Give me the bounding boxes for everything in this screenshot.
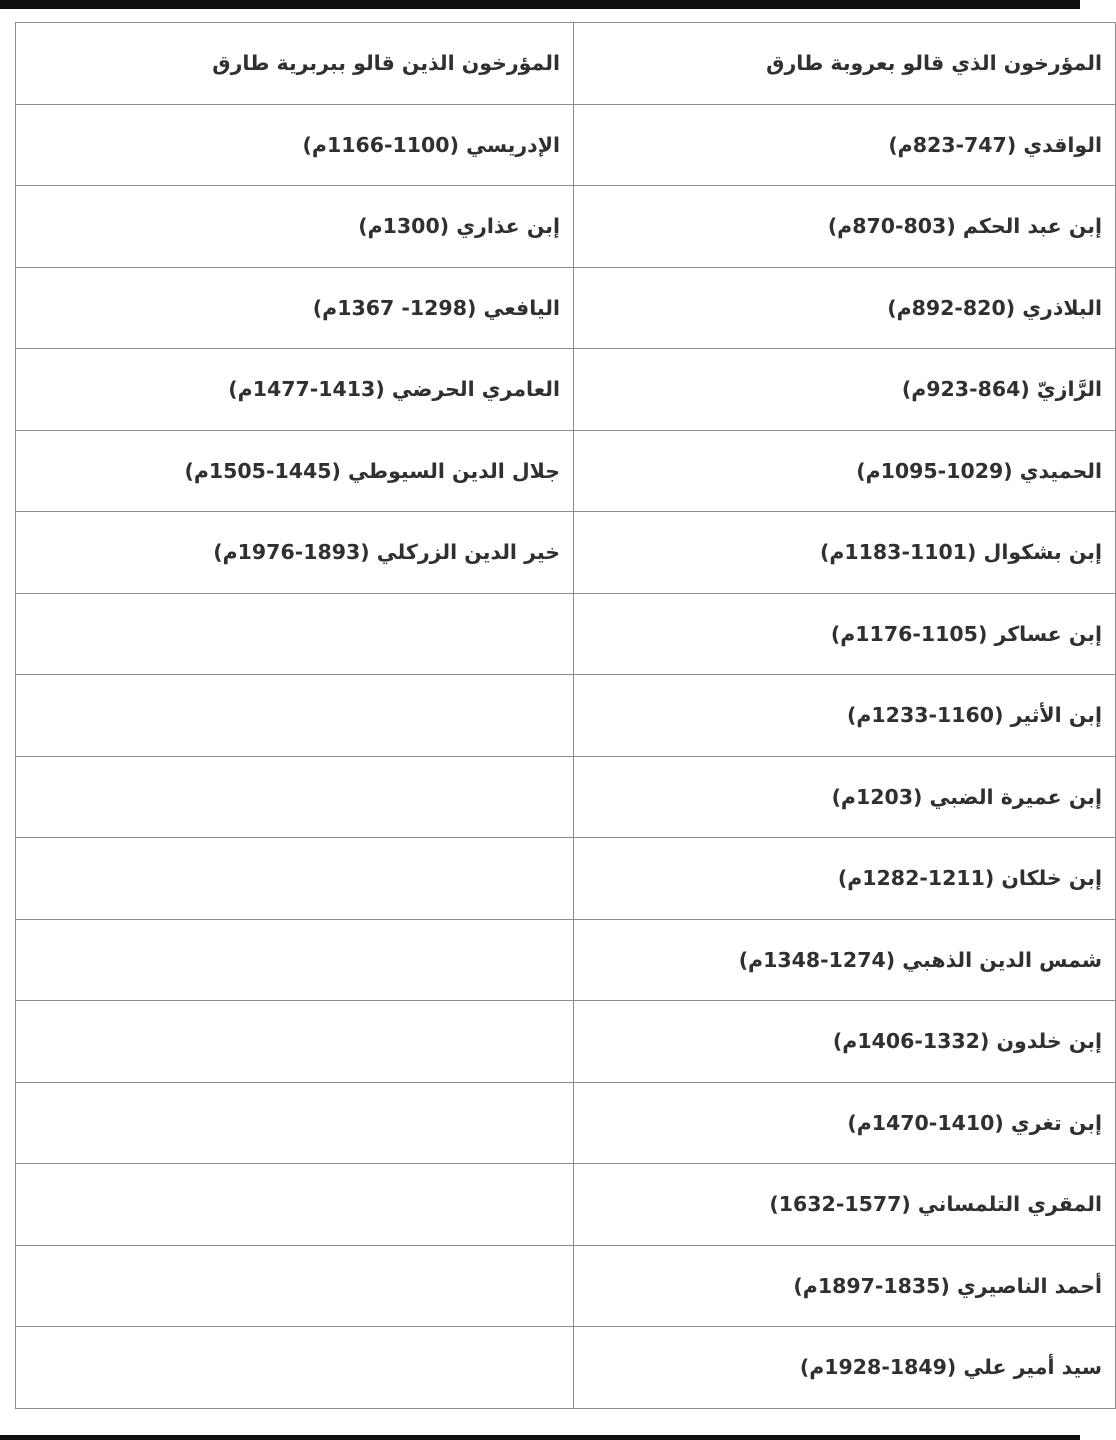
table-row (16, 1001, 1116, 1083)
cell-berber-historian (16, 1245, 574, 1327)
cell-berber-historian (16, 919, 574, 1001)
cell-berber-historian: الإدريسي (1100-1166م) (16, 104, 574, 186)
table-row (16, 430, 1116, 512)
table-row (16, 512, 1116, 594)
cell-arab-historian: إبن بشكوال (1101-1183م) (574, 512, 1116, 594)
table-row (16, 593, 1116, 675)
cell-arab-historian: إبن الأثير (1160-1233م) (574, 675, 1116, 757)
table-row (16, 1164, 1116, 1246)
table-body (16, 104, 1116, 1408)
cell-berber-historian (16, 593, 574, 675)
header-berber-origin: المؤرخون الذين قالو ببربرية طارق (16, 23, 574, 105)
bottom-edge-bar (0, 1435, 1080, 1440)
table-row (16, 267, 1116, 349)
cell-berber-historian (16, 1164, 574, 1246)
table-row (16, 675, 1116, 757)
cell-berber-historian: جلال الدين السيوطي (1445-1505م) (16, 430, 574, 512)
cell-arab-historian: إبن عساكر (1105-1176م) (574, 593, 1116, 675)
cell-berber-historian (16, 1001, 574, 1083)
table-row (16, 104, 1116, 186)
cell-arab-historian: إبن عبد الحكم (803-870م) (574, 186, 1116, 268)
cell-arab-historian: سيد أمير علي (1849-1928م) (574, 1327, 1116, 1409)
cell-arab-historian: أحمد الناصيري (1835-1897م) (574, 1245, 1116, 1327)
table-row (16, 1327, 1116, 1409)
cell-arab-historian: الحميدي (1029-1095م) (574, 430, 1116, 512)
cell-berber-historian (16, 1082, 574, 1164)
table-row (16, 1245, 1116, 1327)
cell-arab-historian: إبن خلكان (1211-1282م) (574, 838, 1116, 920)
top-edge-bar (0, 0, 1080, 9)
cell-arab-historian: إبن عميرة الضبي (1203م) (574, 756, 1116, 838)
cell-berber-historian (16, 1327, 574, 1409)
cell-arab-historian: المقري التلمساني (1577-1632) (574, 1164, 1116, 1246)
cell-arab-historian: إبن تغري (1410-1470م) (574, 1082, 1116, 1164)
table-row (16, 1082, 1116, 1164)
historians-table-container (15, 22, 1102, 1409)
cell-arab-historian: إبن خلدون (1332-1406م) (574, 1001, 1116, 1083)
table-row (16, 756, 1116, 838)
cell-berber-historian (16, 675, 574, 757)
header-row (16, 23, 1116, 105)
cell-berber-historian: اليافعي (1298- 1367م) (16, 267, 574, 349)
cell-berber-historian: إبن عذاري (1300م) (16, 186, 574, 268)
cell-arab-historian: الرَّازيّ (864-923م) (574, 349, 1116, 431)
cell-berber-historian: خير الدين الزركلي (1893-1976م) (16, 512, 574, 594)
table-row (16, 349, 1116, 431)
cell-arab-historian: البلاذري (820-892م) (574, 267, 1116, 349)
header-arab-origin: المؤرخون الذي قالو بعروبة طارق (574, 23, 1116, 105)
cell-arab-historian: شمس الدين الذهبي (1274-1348م) (574, 919, 1116, 1001)
cell-arab-historian: الواقدي (747-823م) (574, 104, 1116, 186)
table-header (16, 23, 1116, 105)
table-row (16, 838, 1116, 920)
cell-berber-historian (16, 838, 574, 920)
historians-table (15, 22, 1116, 1409)
table-row (16, 186, 1116, 268)
cell-berber-historian: العامري الحرضي (1413-1477م) (16, 349, 574, 431)
cell-berber-historian (16, 756, 574, 838)
table-row (16, 919, 1116, 1001)
